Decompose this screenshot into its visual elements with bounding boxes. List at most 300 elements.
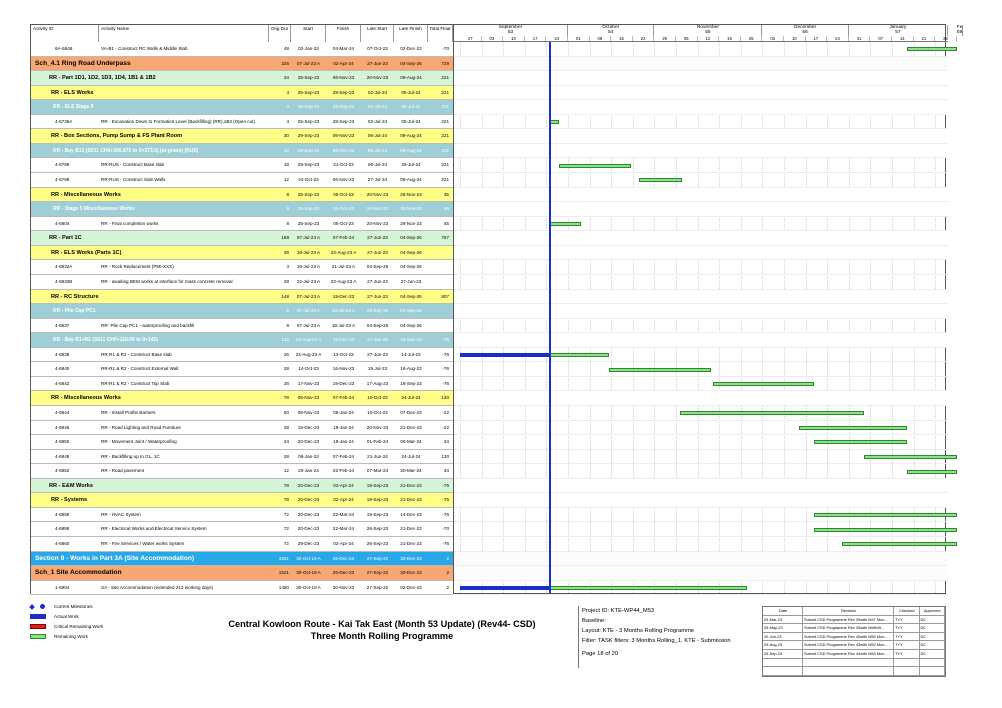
- cell-start: 20-Jan-24: [298, 468, 319, 474]
- activity-row[interactable]: [31, 581, 453, 596]
- month-number: 55: [705, 30, 711, 35]
- cell-dur: 12: [283, 177, 289, 183]
- revision-row: [763, 633, 945, 642]
- gantt-row: [454, 275, 948, 290]
- week-label: 17: [806, 36, 828, 42]
- revision-row: [763, 641, 945, 650]
- activity-row[interactable]: [31, 115, 453, 130]
- cell-dur: 3: [286, 264, 289, 270]
- cell-finish: 02-Apr-24: [333, 497, 354, 503]
- remaining-work-bar[interactable]: [864, 455, 957, 459]
- wbs-summary-row[interactable]: [31, 202, 453, 217]
- gantt-row: [454, 71, 948, 86]
- month-label: [454, 25, 568, 36]
- cell-start: 06-Jan-24: [298, 453, 319, 459]
- cell-lf: 27-Jun-23: [400, 278, 422, 284]
- cell-lf: 21-Dec-23: [400, 541, 422, 547]
- month-label: [654, 25, 762, 36]
- cell-start: 30-Oct-19 A: [296, 570, 321, 576]
- cell-start: 07-Jul-23 A: [296, 308, 321, 314]
- gantt-row: [454, 86, 948, 101]
- cell-id: 4-6804: [55, 220, 70, 226]
- week-label: 03: [762, 36, 784, 42]
- remaining-work-bar[interactable]: [550, 353, 609, 357]
- cell-ls: 06-Jul-24: [367, 147, 388, 153]
- legend-swatch-remaining: [30, 634, 46, 639]
- wbs-summary-row[interactable]: [31, 188, 453, 203]
- activity-row[interactable]: [31, 464, 453, 479]
- cell-start: 24-Oct-23: [298, 177, 319, 183]
- gantt-row: [454, 333, 948, 348]
- legend-item: [30, 624, 103, 629]
- cell-lf: 16-Aug-23: [400, 366, 422, 372]
- activity-row[interactable]: [31, 362, 453, 377]
- legend-item: [30, 604, 93, 610]
- cell-tf: 130: [441, 453, 449, 459]
- cell-ls: 02-Jul-24: [367, 89, 388, 95]
- month-name: September: [498, 25, 523, 30]
- wbs-name: RR - ELS Works (Parts 1C): [51, 249, 122, 256]
- cell-finish: 28-Sep-23: [332, 118, 355, 124]
- cell-name: SA - Site Accommodation (extended 213 working days): [101, 584, 214, 590]
- activity-row[interactable]: [31, 260, 453, 275]
- cell-finish: 28-Sep-23: [332, 89, 355, 95]
- activity-row[interactable]: [31, 377, 453, 392]
- cell-name: RR-RUS - Construct Side Walls: [101, 177, 166, 183]
- cell-start: 29-Sep-23: [297, 133, 320, 139]
- week-label: 28: [935, 36, 957, 42]
- gantt-row: [454, 57, 948, 72]
- cell-start: 02-Jan-24: [298, 46, 319, 51]
- gantt-row: [454, 231, 948, 246]
- cell-id: 6A-6648: [55, 46, 73, 51]
- wbs-name: RR - Bay R1+R2 (S011 CH0+118.00 to 0+142): [53, 337, 158, 344]
- remaining-work-bar[interactable]: [559, 164, 630, 168]
- cell-dur: 9: [286, 322, 289, 328]
- activity-row[interactable]: [31, 42, 453, 57]
- cell-lf: 04-Sep-26: [400, 308, 422, 314]
- week-label: 22: [633, 36, 655, 42]
- cell-finish: 19-Jan-24: [333, 424, 354, 430]
- column-header[interactable]: Activity ID: [31, 25, 99, 42]
- cell-dur: 132: [281, 337, 289, 343]
- cell-lf: 09-Aug-24: [400, 75, 422, 81]
- activity-row[interactable]: [31, 275, 453, 290]
- cell-dur: 30: [283, 147, 289, 153]
- cell-tf: 2: [446, 555, 449, 561]
- actual-work-bar[interactable]: [460, 586, 550, 590]
- cell-dur: 29: [283, 249, 289, 255]
- cell-id: 4-6850: [55, 439, 70, 445]
- cell-tf: -76: [442, 351, 449, 357]
- wbs-summary-row[interactable]: [31, 100, 453, 115]
- cell-ls: 27-Jun-23: [367, 249, 388, 255]
- cell-lf: 09-Aug-24: [400, 133, 422, 139]
- remaining-work-bar[interactable]: [799, 426, 907, 430]
- week-label: 21: [914, 36, 936, 42]
- cell-start: 07-Jul-23 A: [296, 293, 321, 299]
- cell-finish: 07-Feb-24: [332, 235, 355, 241]
- wbs-summary-row[interactable]: [31, 231, 453, 246]
- legend-item: [30, 614, 79, 619]
- revision-header-row: [763, 607, 945, 616]
- cell-name: RR-R1 & R2 - Construct Top Slab: [101, 380, 170, 386]
- remaining-work-bar[interactable]: [814, 440, 907, 444]
- cell-start: 24-Aug-23 A: [295, 337, 322, 343]
- wbs-summary-row[interactable]: [31, 333, 453, 348]
- cell-lf: 09-Aug-24: [400, 147, 422, 153]
- wbs-summary-row[interactable]: [31, 479, 453, 494]
- cell-name: VA-B1 - Construct RC Walls & Middle Slab: [101, 46, 188, 51]
- revision-cell: TYY: [894, 641, 919, 649]
- cell-lf: 30-Dec-23: [400, 555, 422, 561]
- wbs-name: RR - Systems: [51, 497, 88, 504]
- cell-start: 07-Jul-23 A: [296, 322, 321, 328]
- cell-tf: -22: [442, 410, 449, 415]
- cell-tf: 221: [441, 133, 449, 139]
- wbs-summary-row[interactable]: [31, 566, 453, 581]
- cell-name: RR - Excavation Down to Formation Level (Backfilling) (RR),1B3 (Open cut): [101, 118, 255, 124]
- cell-start: 15-Dec-23: [297, 424, 320, 430]
- week-label: 27: [460, 36, 482, 42]
- cell-dur: 72: [283, 526, 289, 532]
- wbs-summary-row[interactable]: [31, 129, 453, 144]
- month-name: December: [794, 25, 817, 30]
- cell-dur: 24: [283, 439, 289, 445]
- cell-ls: 26-Sep-23: [366, 526, 389, 532]
- wbs-summary-row[interactable]: [31, 86, 453, 101]
- activity-row[interactable]: [31, 421, 453, 436]
- cell-lf: 05-Jul-24: [401, 118, 421, 124]
- cell-id: 4-6832A: [55, 264, 73, 270]
- month-label: [849, 25, 948, 36]
- cell-finish: 05-Jan-24: [333, 410, 354, 415]
- cell-ls: 07-Oct-23: [367, 46, 388, 51]
- cell-lf: 18-Sep-23: [400, 337, 422, 343]
- cell-start: 25-Sep-23: [297, 220, 320, 226]
- revision-row: [763, 650, 945, 659]
- cell-start: 30-Oct-19 A: [296, 555, 321, 561]
- cell-dur: 1521: [278, 570, 289, 576]
- cell-tf: 729: [441, 60, 449, 66]
- activity-row[interactable]: [31, 173, 453, 188]
- cell-lf: 30-Dec-23: [400, 570, 422, 576]
- cell-id: 4-6846: [55, 424, 70, 430]
- wbs-name: RR - RC Structure: [51, 293, 99, 300]
- gantt-row: [454, 493, 948, 508]
- wbs-summary-row[interactable]: [31, 493, 453, 508]
- cell-dur: 28: [283, 278, 289, 284]
- week-label: 07: [870, 36, 892, 42]
- cell-ls: 20-Nov-23: [366, 220, 389, 226]
- cell-lf: 06-Mar-24: [400, 439, 422, 445]
- wbs-summary-row[interactable]: [31, 144, 453, 159]
- cell-finish: 30-Nov-23: [332, 584, 355, 590]
- gantt-row: [454, 377, 948, 392]
- cell-start: 25-Sep-23: [297, 75, 320, 81]
- cell-tf: 221: [441, 177, 449, 183]
- gantt-chart: [453, 25, 963, 593]
- wbs-name: RR - Miscellaneous Works: [51, 191, 121, 198]
- gantt-row: [454, 319, 948, 334]
- cell-id: 4-6844: [55, 410, 70, 415]
- cell-finish: 21-Jul-23 A: [331, 264, 356, 270]
- revision-cell: 25-Sep-23: [763, 650, 803, 658]
- wbs-summary-row[interactable]: [31, 552, 453, 567]
- cell-dur: 78: [283, 482, 289, 488]
- cell-id: 4-6798: [55, 177, 70, 183]
- cell-start: 20-Dec-23: [297, 439, 320, 445]
- cell-name: RR-R1 & R2 - Construct Base slab: [101, 351, 172, 357]
- cell-dur: 72: [283, 511, 289, 517]
- cell-ls: 15-Jul-23: [367, 366, 388, 372]
- gantt-row: [454, 42, 948, 57]
- revision-cell: DC: [920, 616, 945, 624]
- revision-cell: 20-Jun-23: [763, 633, 803, 641]
- cell-tf: 34: [443, 439, 449, 445]
- gantt-row: [454, 304, 948, 319]
- cell-finish: 13-Oct-23: [333, 351, 354, 357]
- cell-finish: 07-Feb-24: [332, 395, 355, 401]
- column-header[interactable]: Late Finish: [394, 25, 428, 42]
- column-header[interactable]: Total Float: [428, 25, 453, 42]
- cell-start: 20-Dec-23: [297, 497, 320, 503]
- cell-lf: 14-Jul-23: [401, 351, 421, 357]
- cell-lf: 04-Sep-26: [400, 264, 422, 270]
- revision-cell: 29-Mar-23: [763, 616, 803, 624]
- month-name: Fe: [956, 25, 963, 30]
- remaining-work-bar[interactable]: [609, 368, 711, 372]
- filter-label: Filter: TASK filters: 3 Months Rolling_1, KTE - Submission: [582, 638, 731, 644]
- cell-start: 07-Jul-23 A: [296, 60, 321, 66]
- cell-ls: 27-Jun-23: [367, 235, 388, 241]
- cell-lf: 05-Jul-24: [401, 89, 421, 95]
- cell-finish: 16-Nov-23: [332, 366, 355, 372]
- revision-cell: TYY: [894, 650, 919, 658]
- cell-name: RR - Rock Replacement (PMI-XXX): [101, 264, 174, 270]
- revision-cell: Submit CSD Programme Rev 40with M50 Mon...: [803, 633, 894, 641]
- wbs-name: RR - Bay B12 (S011 CH0+365.675 to 0+373.5) (at-grade) (RUS): [53, 147, 199, 154]
- week-label: 31: [849, 36, 871, 42]
- remaining-work-bar[interactable]: [550, 586, 748, 590]
- wbs-summary-row[interactable]: [31, 290, 453, 305]
- activity-row[interactable]: [31, 537, 453, 552]
- cell-dur: 4: [286, 104, 289, 110]
- cell-dur: 50: [283, 410, 289, 415]
- cell-start: 30-Oct-19 A: [296, 584, 321, 590]
- wbs-summary-row[interactable]: [31, 57, 453, 72]
- cell-name: RR - Electrical Works and Electrical Service System: [101, 526, 207, 532]
- cell-id: 4-6860: [55, 541, 70, 547]
- report-title: [180, 618, 584, 642]
- cell-ls: 01-Feb-24: [366, 439, 389, 445]
- cell-ls: 10-Oct-23: [367, 395, 388, 401]
- remaining-work-bar[interactable]: [680, 411, 864, 415]
- cell-dur: 28: [283, 366, 289, 372]
- column-header[interactable]: Start: [291, 25, 326, 42]
- remaining-work-bar[interactable]: [907, 47, 957, 51]
- month-number: 57: [895, 30, 901, 35]
- cell-name: RR - HVAC System: [101, 511, 141, 517]
- remaining-work-bar[interactable]: [814, 528, 957, 532]
- cell-finish: 07-Feb-24: [332, 453, 355, 459]
- project-info: [578, 606, 762, 668]
- activity-row[interactable]: [31, 348, 453, 363]
- activity-row[interactable]: [31, 319, 453, 334]
- cell-name: RR - Install Profile Barriers: [101, 410, 156, 415]
- cell-dur: 8: [286, 206, 289, 212]
- cell-dur: 26: [283, 351, 289, 357]
- cell-lf: 24-Jul-24: [401, 395, 421, 401]
- cell-ls: 02-Jul-24: [367, 104, 388, 110]
- week-label: 19: [719, 36, 741, 42]
- cell-lf: 09-Aug-24: [400, 177, 422, 183]
- cell-lf: 21-Dec-23: [400, 424, 422, 430]
- report-title-line2: Three Month Rolling Programme: [310, 631, 454, 641]
- cell-tf: -76: [442, 541, 449, 547]
- cell-finish: 04-Mar-24: [332, 46, 355, 51]
- cell-name: RR - Movement Joint / Waterproofing: [101, 439, 177, 445]
- revision-row: [763, 624, 945, 633]
- cell-lf: 04-Sep-26: [400, 235, 422, 241]
- cell-ls: 04-Sep-26: [366, 264, 389, 270]
- cell-dur: 72: [283, 541, 289, 547]
- cell-dur: 18: [283, 162, 289, 168]
- column-header[interactable]: Late Start: [361, 25, 394, 42]
- revision-cell: DC: [920, 641, 945, 649]
- cell-finish: 06-Nov-23: [332, 147, 355, 153]
- project-id: Project ID: KTE-WP44_M53: [582, 608, 655, 614]
- cell-finish: 05-Oct-23: [333, 191, 354, 197]
- gantt-row: [454, 464, 948, 479]
- cell-tf: 130: [441, 395, 449, 401]
- cell-ls: 27-Jun-23: [367, 337, 388, 343]
- revision-cell: TYY: [894, 624, 919, 632]
- cell-finish: 21-Oct-23: [333, 162, 354, 168]
- cell-finish: 02-Apr-24: [333, 60, 354, 66]
- cell-start: 25-Sep-23: [297, 104, 320, 110]
- cell-tf: 45: [443, 206, 449, 212]
- cell-id: 4-6840: [55, 366, 70, 372]
- cell-dur: 226: [281, 60, 289, 66]
- activity-row[interactable]: [31, 217, 453, 232]
- wbs-summary-row[interactable]: [31, 71, 453, 86]
- week-label: 10: [784, 36, 806, 42]
- cell-start: 25-Sep-23: [297, 206, 320, 212]
- wbs-name: RR - E&M Works: [49, 482, 94, 489]
- title-block: [30, 600, 946, 670]
- revision-header: Revision: [803, 607, 894, 615]
- activity-row[interactable]: [31, 522, 453, 537]
- remaining-work-bar[interactable]: [639, 178, 682, 182]
- cell-id: 1-6904: [55, 584, 70, 590]
- cell-name: RR - Final completion works: [101, 220, 159, 226]
- column-header[interactable]: Finish: [326, 25, 361, 42]
- gantt-row: [454, 391, 948, 406]
- activity-row[interactable]: [31, 450, 453, 465]
- cell-start: 06-Nov-23: [297, 410, 320, 415]
- cell-name: RR-RUS - Construct Base slab: [101, 162, 165, 168]
- page-number: Page 18 of 20: [582, 651, 619, 657]
- cell-start: 24-Aug-23 A: [295, 351, 322, 357]
- cell-finish: 05-Oct-23: [333, 220, 354, 226]
- cell-dur: 28: [283, 453, 289, 459]
- cell-start: 07-Jul-23 A: [296, 235, 321, 241]
- week-label: 01: [568, 36, 590, 42]
- gantt-row: [454, 115, 948, 130]
- activity-row[interactable]: [31, 435, 453, 450]
- wbs-summary-row[interactable]: [31, 391, 453, 406]
- cell-lf: 28-Nov-23: [400, 220, 422, 226]
- cell-name: RR - awaiting BEM works at interface for mass concrete removal: [101, 278, 233, 284]
- cell-lf: 20-Mar-24: [400, 468, 422, 474]
- cell-start: 19-Jul-23 A: [296, 249, 321, 255]
- cell-name: RR- Pile Cap PC1 - waterproofing and backfill: [101, 322, 195, 328]
- cell-ls: 27-Sep-22: [366, 555, 389, 561]
- activity-row[interactable]: [31, 508, 453, 523]
- activity-row[interactable]: [31, 158, 453, 173]
- cell-tf: 221: [441, 89, 449, 95]
- revision-empty-row: [763, 659, 945, 668]
- revision-header: Checked: [894, 607, 919, 615]
- cell-tf: -76: [442, 497, 449, 503]
- remaining-work-bar[interactable]: [842, 542, 956, 546]
- remaining-work-bar[interactable]: [713, 382, 815, 386]
- wbs-summary-row[interactable]: [31, 304, 453, 319]
- cell-finish: 26-Dec-23: [332, 570, 355, 576]
- cell-finish: 26-Dec-23: [332, 555, 355, 561]
- cell-lf: 26-Jul-24: [401, 162, 421, 168]
- cell-ls: 20-Nov-23: [366, 206, 389, 212]
- column-header[interactable]: Activity Name: [99, 25, 269, 42]
- cell-tf: -76: [442, 482, 449, 488]
- revision-cell: TYY: [894, 633, 919, 641]
- baseline-label: Baseline:: [582, 618, 606, 624]
- revision-cell: DC: [920, 650, 945, 658]
- cell-id: 4-6837: [55, 322, 70, 328]
- cell-lf: 04-Sep-26: [400, 249, 422, 255]
- remaining-work-bar[interactable]: [814, 513, 957, 517]
- cell-dur: 30: [283, 133, 289, 139]
- cell-tf: 221: [441, 118, 449, 124]
- cell-finish: 18-Jul-23 A: [331, 308, 356, 314]
- remaining-work-bar[interactable]: [907, 470, 957, 474]
- legend-swatch-actual: [30, 614, 46, 619]
- cell-ls: 04-Sep-26: [366, 308, 389, 314]
- revision-header: Date: [763, 607, 803, 615]
- column-header[interactable]: Orig Dur: [269, 25, 291, 42]
- cell-ls: 20-Nov-23: [366, 191, 389, 197]
- activity-row[interactable]: [31, 406, 453, 421]
- cell-id: 4-6796: [55, 162, 70, 168]
- cell-id: 4-6858: [55, 511, 70, 517]
- cell-finish: 19-Dec-23: [332, 380, 355, 386]
- revision-cell: TYY: [894, 616, 919, 624]
- gantt-row: [454, 479, 948, 494]
- cell-lf: 14-Dec-23: [400, 511, 422, 517]
- cell-lf: 02-Dec-23: [400, 584, 422, 590]
- remaining-work-bar[interactable]: [549, 222, 581, 226]
- cell-dur: 28: [283, 424, 289, 430]
- legend-swatch-milestone: [30, 604, 46, 610]
- cell-dur: 1521: [278, 555, 289, 561]
- wbs-summary-row[interactable]: [31, 246, 453, 261]
- cell-tf: 2: [446, 584, 449, 590]
- cell-ls: 02-Jul-24: [367, 118, 388, 124]
- cell-dur: 4: [286, 118, 289, 124]
- cell-tf: -76: [442, 337, 449, 343]
- actual-work-bar[interactable]: [460, 353, 550, 357]
